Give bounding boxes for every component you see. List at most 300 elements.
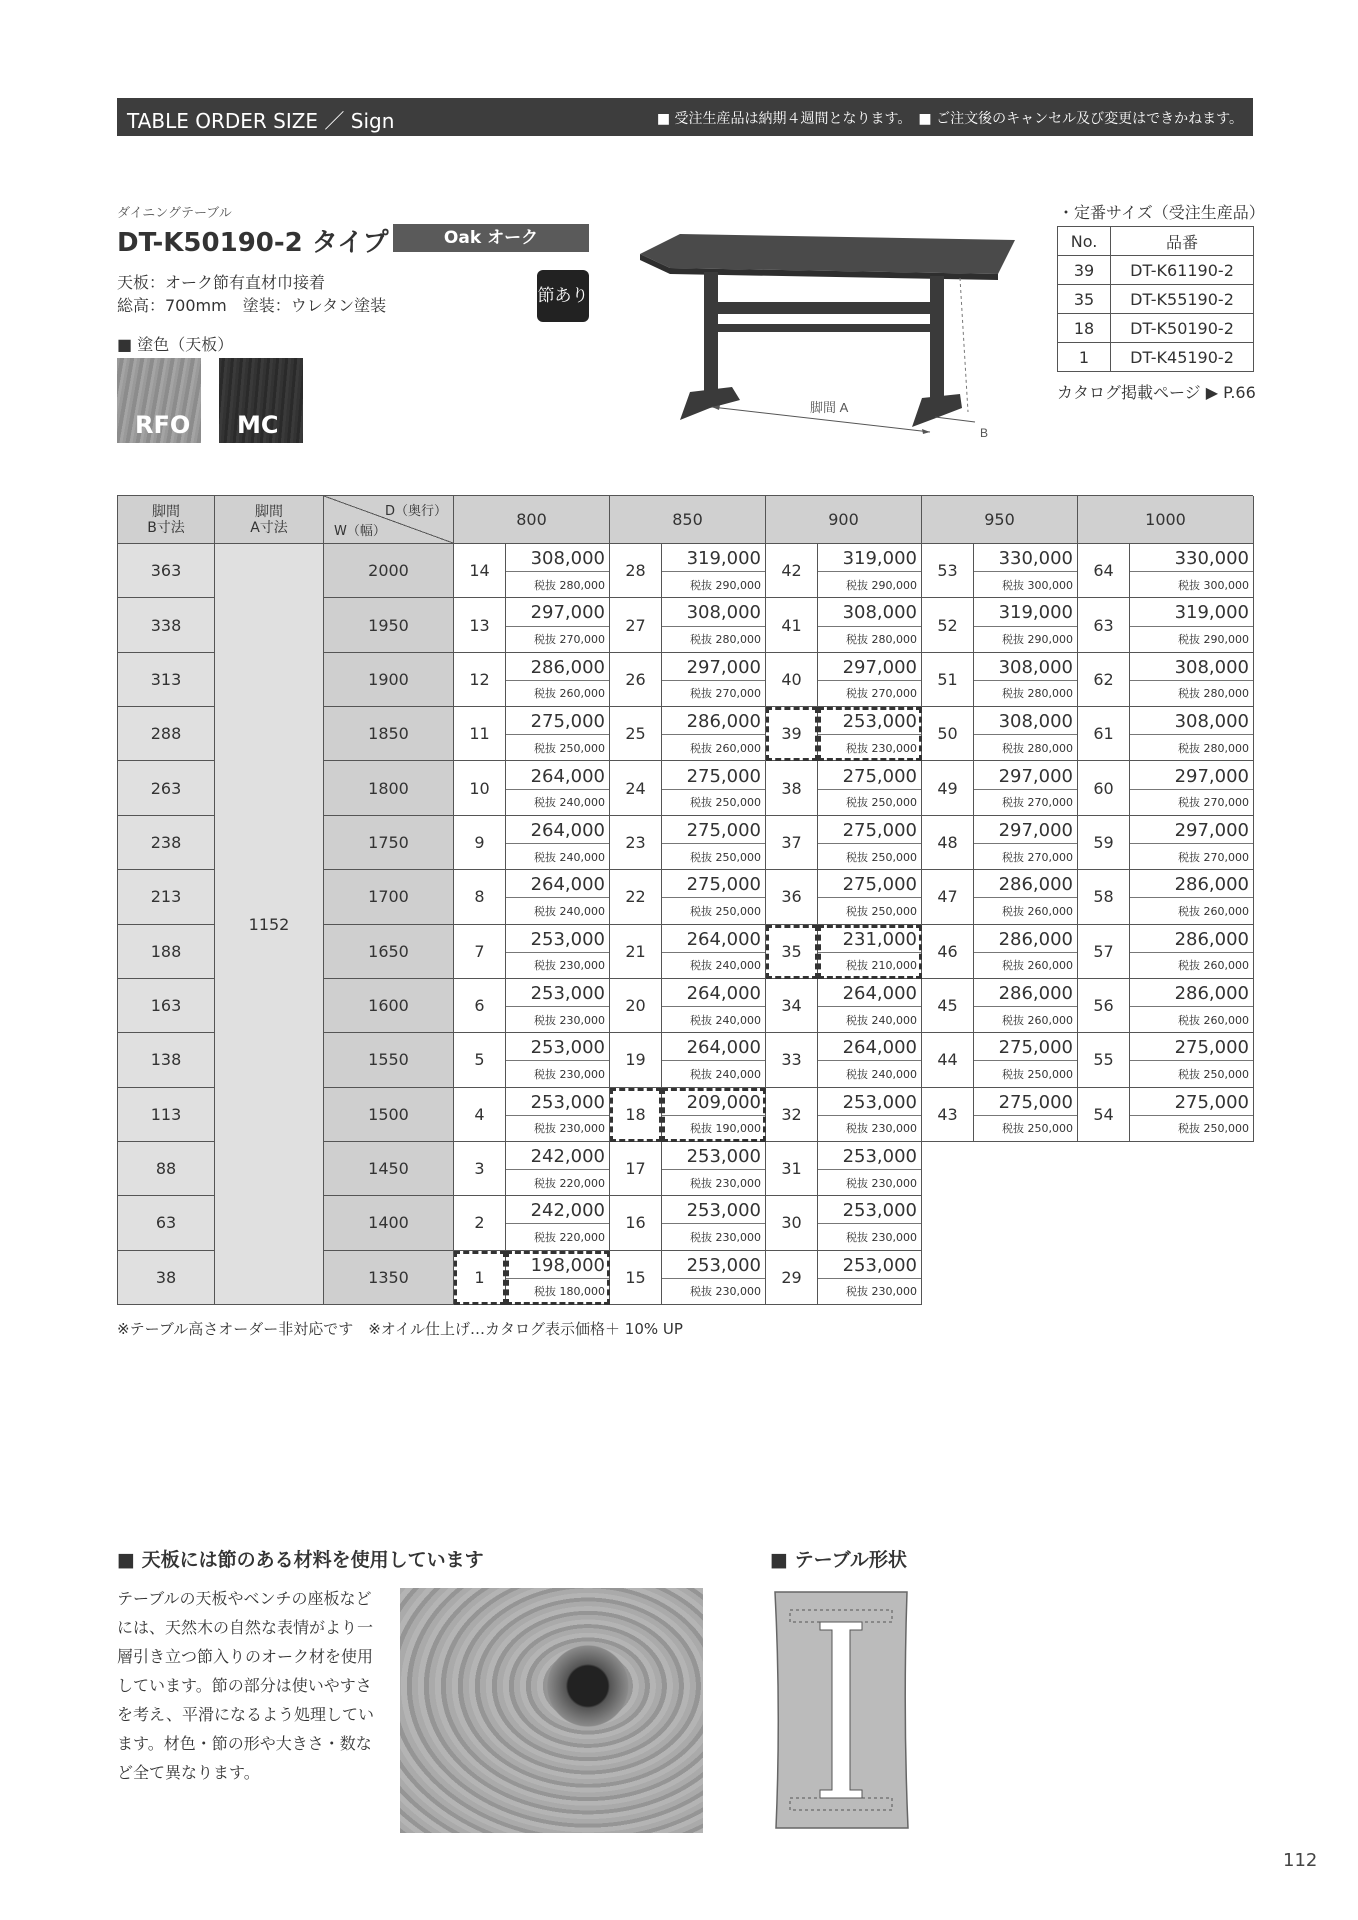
price-tax-incl: 209,000 [662, 1088, 765, 1116]
swatch-label-rfo: RFO [135, 411, 191, 439]
price-cell [506, 1196, 610, 1250]
model-number: 47 [922, 870, 974, 924]
model-number: 60 [1078, 761, 1130, 815]
width-value: 1750 [324, 816, 454, 870]
model-number: 52 [922, 598, 974, 652]
price-tax-excl: 税抜 260,000 [534, 687, 605, 701]
price-tax-excl: 税抜 270,000 [846, 687, 917, 701]
price-tax-incl: 286,000 [1130, 870, 1253, 898]
price-cell [506, 544, 610, 598]
model-number: 23 [610, 816, 662, 870]
model-number: 3 [454, 1142, 506, 1196]
price-tax-incl: 242,000 [506, 1142, 609, 1170]
width-value: 1850 [324, 707, 454, 761]
price-tax-incl: 264,000 [662, 1033, 765, 1061]
price-tax-incl: 297,000 [1130, 761, 1253, 789]
price-tax-excl: 税抜 230,000 [690, 1176, 761, 1190]
price-cell [662, 598, 766, 652]
model-number: 38 [766, 761, 818, 815]
price-tax-excl: 税抜 240,000 [534, 904, 605, 918]
b-dimension: 188 [118, 925, 215, 979]
price-cell [506, 598, 610, 652]
width-value: 1450 [324, 1142, 454, 1196]
price-cell [506, 1088, 610, 1142]
price-tax-incl: 253,000 [506, 1088, 609, 1116]
width-value: 1700 [324, 870, 454, 924]
std-no: 35 [1058, 285, 1111, 314]
price-cell [974, 816, 1078, 870]
price-tax-incl: 253,000 [662, 1251, 765, 1279]
model-number: 21 [610, 925, 662, 979]
price-tax-incl: 297,000 [506, 598, 609, 626]
price-tax-excl: 税抜 230,000 [690, 1285, 761, 1299]
price-tax-incl: 264,000 [662, 925, 765, 953]
price-cell [818, 598, 922, 652]
price-tax-excl: 税抜 250,000 [690, 796, 761, 810]
color-swatch-mc [219, 358, 303, 443]
price-cell [1130, 598, 1254, 652]
price-tax-excl: 税抜 230,000 [534, 959, 605, 973]
price-cell [818, 816, 922, 870]
model-number: 49 [922, 761, 974, 815]
model-number: 37 [766, 816, 818, 870]
width-value: 2000 [324, 544, 454, 598]
price-tax-excl: 税抜 270,000 [1178, 850, 1249, 864]
model-number: 17 [610, 1142, 662, 1196]
price-tax-excl: 税抜 230,000 [534, 1013, 605, 1027]
header-bar [117, 98, 1253, 136]
width-value: 1950 [324, 598, 454, 652]
model-number: 42 [766, 544, 818, 598]
model-number: 16 [610, 1196, 662, 1250]
depth-header: 950 [922, 496, 1078, 544]
catalog-ref: カタログ掲載ページ ▶ P.66 [1057, 383, 1256, 402]
price-tax-excl: 税抜 250,000 [1178, 1067, 1249, 1081]
b-dimension: 263 [118, 761, 215, 815]
price-tax-incl: 286,000 [974, 979, 1077, 1007]
price-tax-incl: 264,000 [818, 1033, 921, 1061]
price-tax-incl: 330,000 [974, 544, 1077, 572]
price-tax-excl: 税抜 300,000 [1178, 578, 1249, 592]
b-dimension: 288 [118, 707, 215, 761]
model-number: 2 [454, 1196, 506, 1250]
header-b-line1: 脚間 [152, 503, 180, 520]
price-tax-incl: 308,000 [662, 598, 765, 626]
header-a [215, 496, 324, 544]
model-number: 4 [454, 1088, 506, 1142]
header-diagonal [324, 496, 454, 544]
model-number: 11 [454, 707, 506, 761]
price-tax-excl: 税抜 230,000 [534, 1122, 605, 1136]
price-tax-excl: 税抜 260,000 [690, 741, 761, 755]
price-tax-excl: 税抜 280,000 [690, 633, 761, 647]
price-tax-incl: 253,000 [818, 1142, 921, 1170]
product-name: DT-K50190-2 タイプ [117, 228, 389, 258]
model-number: 41 [766, 598, 818, 652]
depth-header: 800 [454, 496, 610, 544]
width-value: 1600 [324, 979, 454, 1033]
price-tax-incl: 275,000 [1130, 1033, 1253, 1061]
price-tax-incl: 286,000 [506, 653, 609, 681]
header-b [118, 496, 215, 544]
price-tax-excl: 税抜 280,000 [1002, 687, 1073, 701]
b-dimension: 338 [118, 598, 215, 652]
header-b-line2: B寸法 [147, 519, 185, 536]
label-a: 脚間 A [810, 400, 849, 415]
model-number: 40 [766, 653, 818, 707]
price-tax-excl: 税抜 290,000 [690, 578, 761, 592]
model-number: 29 [766, 1251, 818, 1305]
b-dimension: 113 [118, 1088, 215, 1142]
model-number: 6 [454, 979, 506, 1033]
price-tax-excl: 税抜 250,000 [690, 904, 761, 918]
price-tax-excl: 税抜 240,000 [846, 1013, 917, 1027]
price-cell [1130, 653, 1254, 707]
model-number: 14 [454, 544, 506, 598]
price-tax-incl: 330,000 [1130, 544, 1253, 572]
std-part: DT-K61190-2 [1111, 256, 1254, 285]
price-cell [506, 707, 610, 761]
price-tax-excl: 税抜 280,000 [846, 633, 917, 647]
price-cell [1130, 707, 1254, 761]
price-tax-excl: 税抜 230,000 [846, 1231, 917, 1245]
model-number: 63 [1078, 598, 1130, 652]
price-tax-excl: 税抜 250,000 [846, 850, 917, 864]
price-tax-incl: 297,000 [1130, 816, 1253, 844]
price-tax-excl: 税抜 270,000 [690, 687, 761, 701]
model-number: 43 [922, 1088, 974, 1142]
price-cell [662, 870, 766, 924]
std-no: 1 [1058, 343, 1111, 372]
b-dimension: 38 [118, 1251, 215, 1305]
table-shape-illustration [772, 1590, 910, 1830]
price-cell [662, 816, 766, 870]
width-value: 1500 [324, 1088, 454, 1142]
price-cell [974, 761, 1078, 815]
price-tax-incl: 198,000 [506, 1251, 609, 1279]
model-number: 51 [922, 653, 974, 707]
price-cell [506, 925, 610, 979]
price-tax-incl: 264,000 [662, 979, 765, 1007]
price-tax-incl: 275,000 [974, 1033, 1077, 1061]
price-tax-excl: 税抜 260,000 [1002, 904, 1073, 918]
price-tax-incl: 297,000 [974, 816, 1077, 844]
spec-top: 天板：オーク節有直材巾接着 [117, 273, 326, 292]
model-number: 13 [454, 598, 506, 652]
price-cell [506, 870, 610, 924]
price-tax-excl: 税抜 180,000 [534, 1285, 605, 1299]
price-tax-excl: 税抜 240,000 [534, 796, 605, 810]
b-dimension: 213 [118, 870, 215, 924]
price-tax-incl: 275,000 [974, 1088, 1077, 1116]
price-tax-excl: 税抜 250,000 [846, 796, 917, 810]
price-tax-incl: 275,000 [662, 816, 765, 844]
standard-sizes-table [1057, 226, 1254, 372]
knot-heading: ■ 天板には節のある材料を使用しています [117, 1549, 484, 1571]
price-cell [818, 1142, 922, 1196]
price-cell [818, 653, 922, 707]
price-cell [818, 870, 922, 924]
price-tax-excl: 税抜 280,000 [1178, 687, 1249, 701]
width-value: 1900 [324, 653, 454, 707]
price-table [117, 495, 1253, 1305]
price-tax-excl: 税抜 230,000 [846, 1176, 917, 1190]
price-tax-excl: 税抜 260,000 [1178, 959, 1249, 973]
price-cell [818, 925, 922, 979]
model-number: 39 [766, 707, 818, 761]
price-tax-excl: 税抜 270,000 [1002, 850, 1073, 864]
price-cell [1130, 979, 1254, 1033]
price-cell [1130, 1088, 1254, 1142]
depth-header: 850 [610, 496, 766, 544]
price-tax-excl: 税抜 290,000 [1178, 633, 1249, 647]
shape-heading: ■ テーブル形状 [770, 1549, 907, 1571]
price-tax-excl: 税抜 250,000 [846, 904, 917, 918]
price-tax-incl: 308,000 [974, 653, 1077, 681]
price-tax-incl: 264,000 [506, 761, 609, 789]
price-tax-incl: 275,000 [818, 870, 921, 898]
price-tax-excl: 税抜 280,000 [1178, 741, 1249, 755]
price-tax-excl: 税抜 230,000 [846, 741, 917, 755]
price-tax-excl: 税抜 290,000 [846, 578, 917, 592]
knot-text: テーブルの天板やベンチの座板などには、天然木の自然な表情がより一層引き立つ節入りのオーク材を使用しています。節の部分は使いやすさを考え、平滑になるよう処理しています。材色・節の形や大きさ・数など全て異なります。 [117, 1589, 374, 1782]
model-number: 19 [610, 1033, 662, 1087]
price-cell [974, 925, 1078, 979]
price-tax-excl: 税抜 250,000 [1178, 1122, 1249, 1136]
price-tax-incl: 319,000 [1130, 598, 1253, 626]
width-value: 1550 [324, 1033, 454, 1087]
model-number: 26 [610, 653, 662, 707]
product-category: ダイニングテーブル [117, 206, 232, 221]
model-number: 15 [610, 1251, 662, 1305]
model-number: 34 [766, 979, 818, 1033]
model-number: 33 [766, 1033, 818, 1087]
b-dimension: 63 [118, 1196, 215, 1250]
model-number: 5 [454, 1033, 506, 1087]
model-number: 36 [766, 870, 818, 924]
price-cell [506, 979, 610, 1033]
price-tax-incl: 275,000 [818, 816, 921, 844]
price-tax-incl: 319,000 [974, 598, 1077, 626]
price-cell [818, 1196, 922, 1250]
model-number: 64 [1078, 544, 1130, 598]
model-number: 24 [610, 761, 662, 815]
std-part: DT-K45190-2 [1111, 343, 1254, 372]
price-cell [818, 544, 922, 598]
price-tax-excl: 税抜 260,000 [1178, 904, 1249, 918]
model-number: 28 [610, 544, 662, 598]
price-tax-excl: 税抜 240,000 [690, 1013, 761, 1027]
color-title: ■ 塗色（天板） [117, 335, 234, 354]
model-number: 44 [922, 1033, 974, 1087]
price-cell [506, 816, 610, 870]
price-tax-excl: 税抜 280,000 [1002, 741, 1073, 755]
model-number: 61 [1078, 707, 1130, 761]
price-cell [506, 653, 610, 707]
header-title: TABLE ORDER SIZE ／ Sign [127, 109, 395, 133]
price-cell [506, 1142, 610, 1196]
header-depth-label: D（奥行） [384, 504, 447, 519]
price-tax-incl: 286,000 [974, 925, 1077, 953]
price-tax-excl: 税抜 250,000 [534, 741, 605, 755]
price-tax-excl: 税抜 290,000 [1002, 633, 1073, 647]
model-number: 7 [454, 925, 506, 979]
price-tax-excl: 税抜 230,000 [534, 1067, 605, 1081]
price-tax-excl: 税抜 250,000 [690, 850, 761, 864]
b-dimension: 238 [118, 816, 215, 870]
price-tax-incl: 297,000 [974, 761, 1077, 789]
price-tax-incl: 253,000 [506, 979, 609, 1007]
price-cell [662, 1251, 766, 1305]
price-tax-excl: 税抜 190,000 [690, 1122, 761, 1136]
std-header-part: 品番 [1111, 227, 1254, 256]
price-tax-incl: 253,000 [818, 707, 921, 735]
price-cell [974, 598, 1078, 652]
b-dimension: 138 [118, 1033, 215, 1087]
spec-height: 総高：700mm 塗装：ウレタン塗装 [117, 296, 387, 315]
price-cell [1130, 925, 1254, 979]
model-number: 22 [610, 870, 662, 924]
price-cell [506, 1251, 610, 1305]
width-value: 1650 [324, 925, 454, 979]
price-tax-incl: 275,000 [818, 761, 921, 789]
price-cell [662, 1142, 766, 1196]
price-cell [506, 1033, 610, 1087]
price-tax-incl: 319,000 [662, 544, 765, 572]
model-number: 35 [766, 925, 818, 979]
price-tax-incl: 264,000 [506, 870, 609, 898]
price-tax-excl: 税抜 220,000 [534, 1231, 605, 1245]
price-tax-excl: 税抜 230,000 [846, 1285, 917, 1299]
price-cell [974, 870, 1078, 924]
b-dimension: 363 [118, 544, 215, 598]
price-tax-incl: 253,000 [662, 1142, 765, 1170]
model-number: 25 [610, 707, 662, 761]
model-number: 45 [922, 979, 974, 1033]
depth-header: 900 [766, 496, 922, 544]
price-tax-incl: 253,000 [506, 1033, 609, 1061]
color-swatch-rfo [117, 358, 201, 443]
material-badge: Oak オーク [393, 224, 589, 252]
header-notes: ■ 受注生産品は納期４週間となります。 ■ ご注文後のキャンセル及び変更はできかねます。 [656, 111, 1243, 127]
price-cell [974, 707, 1078, 761]
price-cell [818, 979, 922, 1033]
price-tax-excl: 税抜 250,000 [1002, 1122, 1073, 1136]
std-part: DT-K55190-2 [1111, 285, 1254, 314]
model-number: 32 [766, 1088, 818, 1142]
price-cell [662, 544, 766, 598]
price-tax-excl: 税抜 240,000 [534, 850, 605, 864]
price-cell [662, 1196, 766, 1250]
price-cell [974, 1033, 1078, 1087]
std-header-no: No. [1058, 227, 1111, 256]
price-tax-excl: 税抜 280,000 [534, 578, 605, 592]
model-number: 62 [1078, 653, 1130, 707]
price-tax-incl: 297,000 [662, 653, 765, 681]
price-tax-incl: 297,000 [818, 653, 921, 681]
a-dimension: 1152 [215, 544, 324, 1305]
price-tax-excl: 税抜 300,000 [1002, 578, 1073, 592]
price-cell [818, 1251, 922, 1305]
price-cell [818, 707, 922, 761]
price-tax-excl: 税抜 270,000 [534, 633, 605, 647]
price-cell [662, 925, 766, 979]
model-number: 12 [454, 653, 506, 707]
price-tax-incl: 308,000 [974, 707, 1077, 735]
model-number: 31 [766, 1142, 818, 1196]
price-tax-incl: 308,000 [818, 598, 921, 626]
std-no: 18 [1058, 314, 1111, 343]
model-number: 53 [922, 544, 974, 598]
header-a-line2: A寸法 [250, 519, 288, 536]
price-tax-incl: 231,000 [818, 925, 921, 953]
price-tax-incl: 286,000 [974, 870, 1077, 898]
width-value: 1350 [324, 1251, 454, 1305]
price-cell [974, 979, 1078, 1033]
price-tax-incl: 253,000 [818, 1196, 921, 1224]
price-cell [662, 707, 766, 761]
price-tax-incl: 275,000 [662, 870, 765, 898]
price-cell [1130, 544, 1254, 598]
price-tax-excl: 税抜 240,000 [690, 959, 761, 973]
price-tax-incl: 253,000 [506, 925, 609, 953]
price-tax-incl: 286,000 [1130, 925, 1253, 953]
price-tax-incl: 253,000 [662, 1196, 765, 1224]
price-cell [818, 1088, 922, 1142]
price-cell [1130, 1033, 1254, 1087]
price-tax-excl: 税抜 240,000 [690, 1067, 761, 1081]
price-cell [818, 1033, 922, 1087]
table-illustration [640, 232, 1015, 442]
price-cell [1130, 870, 1254, 924]
price-tax-excl: 税抜 220,000 [534, 1176, 605, 1190]
model-number: 54 [1078, 1088, 1130, 1142]
model-number: 55 [1078, 1033, 1130, 1087]
price-tax-incl: 242,000 [506, 1196, 609, 1224]
wood-knot-photo [400, 1588, 703, 1833]
std-part: DT-K50190-2 [1111, 314, 1254, 343]
price-cell [974, 1088, 1078, 1142]
model-number: 56 [1078, 979, 1130, 1033]
price-tax-incl: 308,000 [1130, 653, 1253, 681]
model-number: 10 [454, 761, 506, 815]
price-tax-excl: 税抜 260,000 [1002, 1013, 1073, 1027]
price-tax-excl: 税抜 260,000 [1002, 959, 1073, 973]
price-cell [662, 653, 766, 707]
price-cell [662, 1088, 766, 1142]
model-number: 9 [454, 816, 506, 870]
price-tax-incl: 253,000 [818, 1251, 921, 1279]
price-cell [818, 761, 922, 815]
depth-header: 1000 [1078, 496, 1254, 544]
model-number: 1 [454, 1251, 506, 1305]
standard-sizes-title: ・定番サイズ（受注生産品） [1058, 203, 1265, 222]
price-tax-incl: 286,000 [662, 707, 765, 735]
header-a-line1: 脚間 [255, 503, 283, 520]
price-tax-incl: 253,000 [818, 1088, 921, 1116]
price-tax-incl: 308,000 [506, 544, 609, 572]
model-number: 20 [610, 979, 662, 1033]
std-no: 39 [1058, 256, 1111, 285]
price-tax-excl: 税抜 260,000 [1178, 1013, 1249, 1027]
price-tax-incl: 286,000 [1130, 979, 1253, 1007]
model-number: 50 [922, 707, 974, 761]
model-number: 30 [766, 1196, 818, 1250]
price-cell [974, 544, 1078, 598]
price-tax-excl: 税抜 270,000 [1002, 796, 1073, 810]
label-b: B [980, 426, 989, 440]
price-tax-excl: 税抜 230,000 [690, 1231, 761, 1245]
